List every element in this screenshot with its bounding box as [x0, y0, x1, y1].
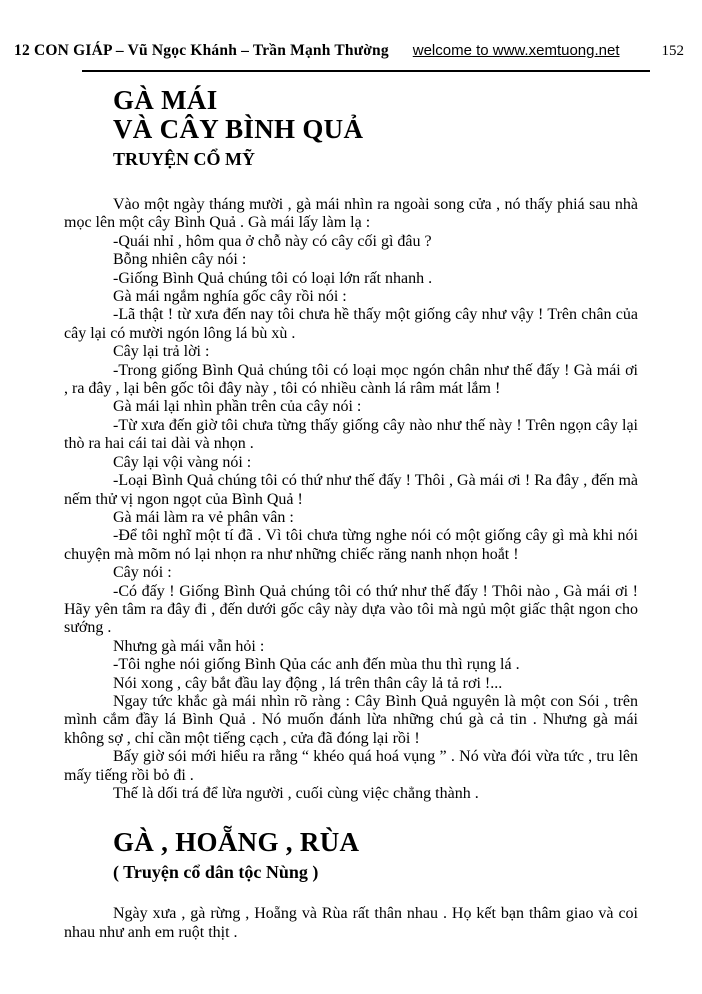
- story-paragraph: Nói xong , cây bắt đầu lay động , lá trên thân cây lả tả rơi !...: [113, 674, 503, 692]
- story-1-paragraphs: [64, 196, 638, 803]
- story-1: [64, 86, 638, 803]
- story-paragraph: Ngày xưa , gà rừng , Hoẵng và Rùa rất thân nhau . Họ kết bạn thâm giao và coi nhau như anh em ruột thịt .: [64, 905, 638, 941]
- site-link[interactable]: welcome to www.xemtuong.net: [412, 42, 620, 59]
- story-paragraph: Bấy giờ sói mới hiểu ra rằng “ khéo quá hoá vụng ” . Nó vừa đói vừa tức , tru lên mấy tiếng rồi bỏ đi .: [64, 748, 638, 784]
- story-paragraph: -Từ xưa đến giờ tôi chưa từng thấy giống cây nào như thế này ! Trên ngọn cây lại thò ra hai cái tai dài và nhọn .: [64, 416, 638, 453]
- story-paragraph: Gà mái làm ra vẻ phân vân :: [113, 508, 294, 526]
- story-paragraph: -Giống Bình Quả chúng tôi có loại lớn rất nhanh .: [113, 269, 433, 287]
- story-2-title-line-1: GÀ , HOẴNG , RÙA: [113, 827, 360, 858]
- story-1-title-line-1: GÀ MÁI: [113, 85, 218, 115]
- story-paragraph: Bỗng nhiên cây nói :: [113, 251, 247, 269]
- story-paragraph: Thế là dối trá để lừa người , cuối cùng việc chẳng thành .: [113, 785, 479, 802]
- story-paragraph: -Lã thật ! từ xưa đến nay tôi chưa hề thấy một giống cây như vậy ! Trên chân của cây lại có mười ngón lông lá bù xù .: [64, 306, 638, 342]
- book-title: 12 CON GIÁP – Vũ Ngọc Khánh – Trần Mạnh Thường: [14, 42, 389, 59]
- story-1-title-line-2: VÀ CÂY BÌNH QUẢ: [113, 114, 364, 144]
- page-number: 152: [661, 43, 684, 59]
- story-paragraph: Cây lại vội vàng nói :: [113, 453, 252, 471]
- story-2-title: [113, 828, 638, 857]
- story-paragraph: Nhưng gà mái vẫn hỏi :: [113, 637, 265, 655]
- story-paragraph: Cây nói :: [113, 564, 172, 582]
- story-paragraph: -Để tôi nghĩ một tí đã . Vì tôi chưa từng nghe nói có một giống cây gì mà khi nói chuyện mà mõm nó lại nhọn ra như những chiếc răng nanh nhọn hoắt !: [64, 527, 638, 563]
- story-paragraph: -Quái nhỉ , hôm qua ở chỗ này có cây cối gì đâu ?: [113, 232, 432, 250]
- page-content: [64, 86, 638, 942]
- story-paragraph: -Trong giống Bình Quả chúng tôi có loại mọc ngón chân như thế đấy ! Gà mái ơi , ra đây , lại bên gốc tôi đây này , tôi có nhiều cành lá râm mát lắm !: [64, 361, 638, 398]
- story-paragraph: Gà mái lại nhìn phần trên của cây nói :: [113, 398, 362, 416]
- story-paragraph: Vào một ngày tháng mười , gà mái nhìn ra ngoài song cửa , nó thấy phiá sau nhà mọc lên một cây Bình Quả . Gà mái lấy làm lạ :: [64, 196, 638, 232]
- story-1-subtitle: TRUYỆN CỔ MỸ: [113, 149, 255, 169]
- story-paragraph: -Tôi nghe nói giống Bình Qủa các anh đến mùa thu thì rụng lá .: [113, 656, 520, 674]
- story-paragraph: -Loại Bình Quả chúng tôi có thứ như thế đấy ! Thôi , Gà mái ơi ! Ra đây , đến mà nếm thử vị ngon ngọt của Bình Quả !: [64, 472, 638, 508]
- story-paragraph: Gà mái ngắm nghía gốc cây rồi nói :: [113, 288, 347, 306]
- story-1-title: [113, 86, 638, 144]
- story-2-paragraphs: [64, 905, 638, 942]
- story-paragraph: Ngay tức khắc gà mái nhìn rõ ràng : Cây Bình Quả nguyên là một con Sói , trên mình cắm đầy lá Bình Quả . Nó muốn đánh lừa những chú gà cả tin . Nhưng gà mái không sợ , chỉ cần một tiếng cạch , cửa đã đóng lại rồi !: [64, 692, 638, 747]
- story-2: [64, 828, 638, 942]
- page-header: [14, 42, 688, 60]
- header-rule: [82, 70, 650, 72]
- story-paragraph: -Có đấy ! Giống Bình Quả chúng tôi có thứ như thế đấy ! Thôi nào , Gà mái ơi ! Hãy yên tâm ra đây đi , đến dưới gốc cây này dựa vào tôi mà ngủ một giấc thật ngon cho sướng .: [64, 582, 638, 637]
- story-paragraph: Cây lại trả lời :: [113, 343, 210, 361]
- story-2-subtitle: ( Truyện cổ dân tộc Nùng ): [113, 862, 319, 883]
